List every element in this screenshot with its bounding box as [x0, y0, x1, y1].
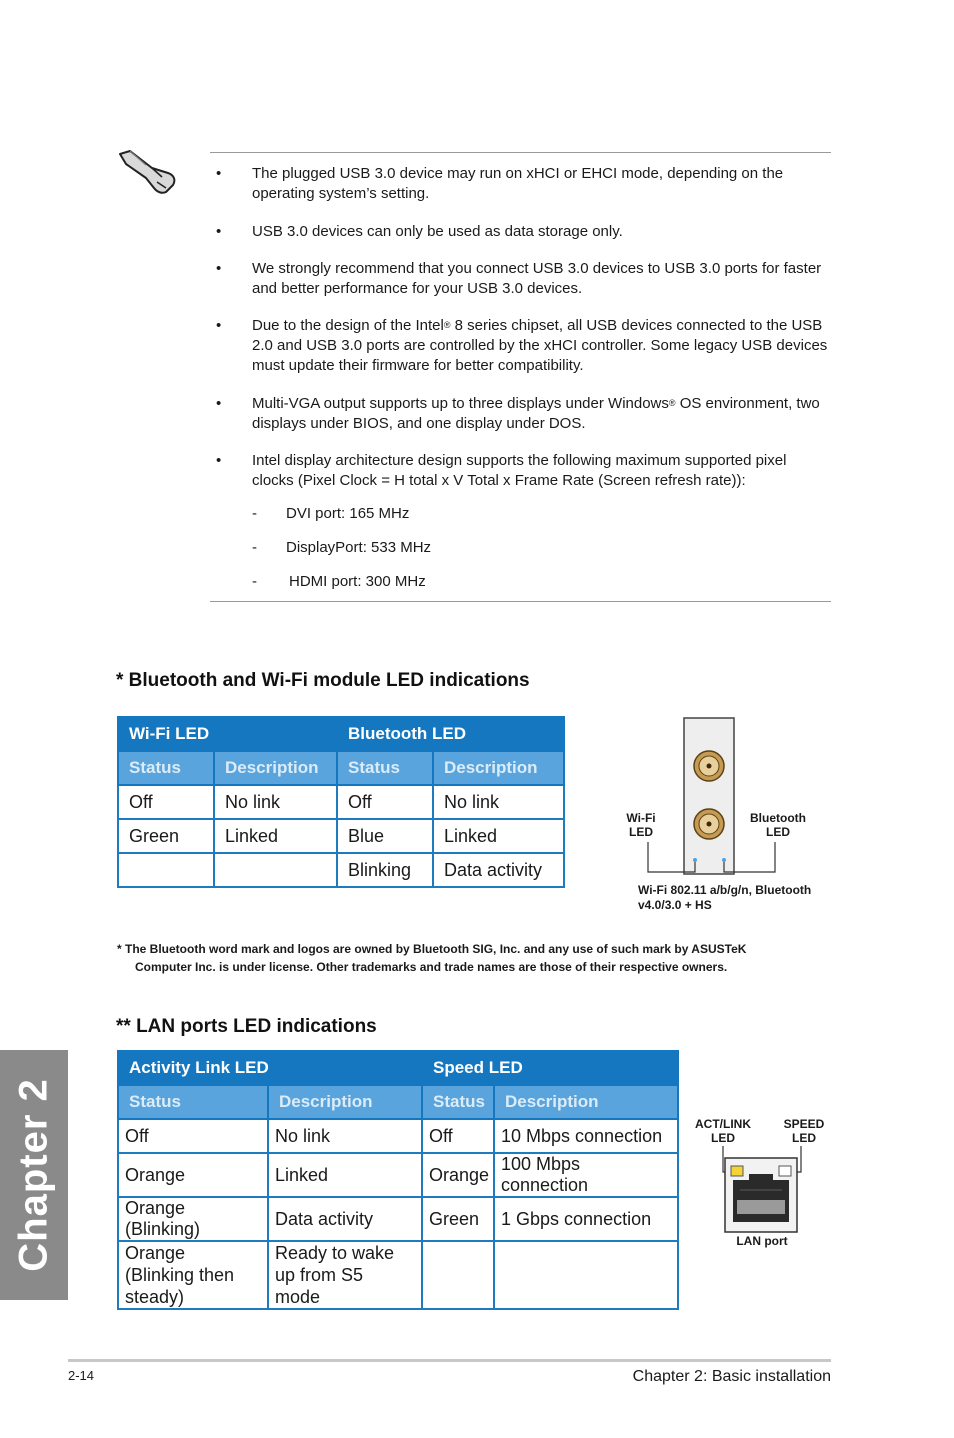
table-row — [118, 1197, 678, 1241]
dash-2: - — [252, 539, 257, 556]
table-cell: No link — [433, 785, 564, 819]
note-top-rule — [210, 152, 831, 153]
table-cell: Orange — [118, 1153, 268, 1197]
table-cell: Linked — [268, 1153, 422, 1197]
table-group-header-row — [118, 1051, 678, 1085]
chapter-tab-label: Chapter 2 — [11, 1078, 56, 1272]
sub-item-dvi: DVI port: 165 MHz — [286, 505, 410, 522]
wifi-bt-module-illustration — [640, 716, 830, 876]
table-cell: 100 Mbps connection — [494, 1153, 678, 1197]
table-cell — [494, 1241, 678, 1309]
column-header: Status — [118, 751, 214, 785]
table-cell: Orange — [422, 1153, 494, 1197]
note-item-2: USB 3.0 devices can only be used as data storage only. — [252, 223, 623, 240]
note-hand-icon — [116, 148, 180, 194]
table-cell — [214, 853, 337, 887]
table-cell: Green — [118, 819, 214, 853]
chapter-side-tab — [0, 1050, 68, 1300]
column-header: Description — [214, 751, 337, 785]
table-group-header-row — [118, 717, 564, 751]
column-header: Description — [494, 1085, 678, 1119]
bullet-6: • — [216, 452, 222, 469]
table-cell: 10 Mbps connection — [494, 1119, 678, 1153]
trademark-footnote: * The Bluetooth word mark and logos are owned by Bluetooth SIG, Inc. and any use of such mark by ASUSTeK Computer Inc. is under license. Other trademarks and trade names are those of their respective owners. — [117, 942, 747, 974]
note-item-6: Intel display architecture design supports the following maximum supported pixel clocks (Pixel Clock = H total x V Total x Frame Rate (Screen refresh rate)): — [252, 452, 787, 489]
table-cell: Blue — [337, 819, 433, 853]
column-header: Status — [337, 751, 433, 785]
table-cell: Data activity — [268, 1197, 422, 1241]
lan-port-illustration — [700, 1144, 820, 1234]
bluetooth-led-label: Bluetooth LED — [750, 811, 806, 839]
table-sub-header-row — [118, 751, 564, 785]
act-link-led-indicator — [731, 1166, 743, 1176]
activity-link-led-header: Activity Link LED — [118, 1051, 422, 1085]
note-bottom-rule — [210, 601, 831, 602]
act-link-led-label: ACT/LINK LED — [695, 1117, 751, 1145]
table-cell — [118, 853, 214, 887]
column-header: Status — [118, 1085, 268, 1119]
wifi-bt-module-caption: Wi-Fi 802.11 a/b/g/n, Bluetooth v4.0/3.0 + HS — [638, 883, 812, 912]
wifi-antenna-connector — [694, 751, 724, 781]
table-row — [118, 819, 564, 853]
lan-led-table — [117, 1050, 679, 1310]
table-cell: Off — [422, 1119, 494, 1153]
table-cell — [422, 1241, 494, 1309]
footer-rule — [68, 1359, 831, 1362]
table-cell: 1 Gbps connection — [494, 1197, 678, 1241]
note-item-1: The plugged USB 3.0 device may run on xHCI or EHCI mode, depending on the operating system’s setting. — [252, 165, 784, 202]
table-cell: Ready to wake up from S5 mode — [268, 1241, 422, 1309]
bluetooth-led-header: Bluetooth LED — [337, 717, 564, 751]
table-cell: Off — [337, 785, 433, 819]
table-cell: Linked — [214, 819, 337, 853]
sub-item-displayport: DisplayPort: 533 MHz — [286, 539, 432, 556]
table-cell: Linked — [433, 819, 564, 853]
sub-item-hdmi: HDMI port: 300 MHz — [289, 573, 426, 590]
wifi-led-label: Wi-Fi LED — [626, 811, 656, 839]
table-cell: No link — [214, 785, 337, 819]
bullet-2: • — [216, 223, 222, 240]
bt-antenna-connector — [694, 809, 724, 839]
bullet-5: • — [216, 395, 222, 412]
table-cell: Orange (Blinking) — [118, 1197, 268, 1241]
table-cell: Off — [118, 785, 214, 819]
column-header: Description — [433, 751, 564, 785]
bt-wifi-heading: * Bluetooth and Wi-Fi module LED indications — [116, 670, 530, 691]
table-row — [118, 1153, 678, 1197]
column-header: Status — [422, 1085, 494, 1119]
speed-led-header: Speed LED — [422, 1051, 678, 1085]
dash-3: - — [252, 573, 257, 590]
table-cell: No link — [268, 1119, 422, 1153]
lan-port-caption: LAN port — [736, 1234, 788, 1248]
note-item-3: We strongly recommend that you connect USB 3.0 devices to USB 3.0 ports for faster and better performance for your USB 3.0 devices. — [252, 260, 822, 297]
table-row — [118, 1119, 678, 1153]
bullet-4: • — [216, 317, 222, 334]
column-header: Description — [268, 1085, 422, 1119]
table-cell: Green — [422, 1197, 494, 1241]
speed-led-label: SPEED LED — [783, 1117, 825, 1145]
table-cell: Data activity — [433, 853, 564, 887]
lan-heading: ** LAN ports LED indications — [116, 1016, 377, 1037]
speed-led-indicator — [779, 1166, 791, 1176]
table-row — [118, 853, 564, 887]
table-cell: Off — [118, 1119, 268, 1153]
table-sub-header-row — [118, 1085, 678, 1119]
bt-wifi-led-table — [117, 716, 565, 888]
wifi-led-header: Wi-Fi LED — [118, 717, 337, 751]
note-item-5: Multi-VGA output supports up to three displays under Windows® OS environment, two displays under BIOS, and one display under DOS. — [252, 395, 820, 432]
table-row — [118, 785, 564, 819]
footer-chapter-title: Chapter 2: Basic installation — [632, 1368, 831, 1385]
note-item-4: Due to the design of the Intel® 8 series chipset, all USB devices connected to the USB 2.0 and USB 3.0 ports are controlled by the xHCI controller. Some legacy USB devices must update their firmware for better compatibility. — [252, 317, 828, 374]
dash-1: - — [252, 505, 257, 522]
page-number: 2-14 — [68, 1368, 95, 1383]
table-cell: Orange (Blinking then steady) — [118, 1241, 268, 1309]
bullet-1: • — [216, 165, 222, 182]
table-row — [118, 1241, 678, 1309]
table-cell: Blinking — [337, 853, 433, 887]
bullet-3: • — [216, 260, 222, 277]
